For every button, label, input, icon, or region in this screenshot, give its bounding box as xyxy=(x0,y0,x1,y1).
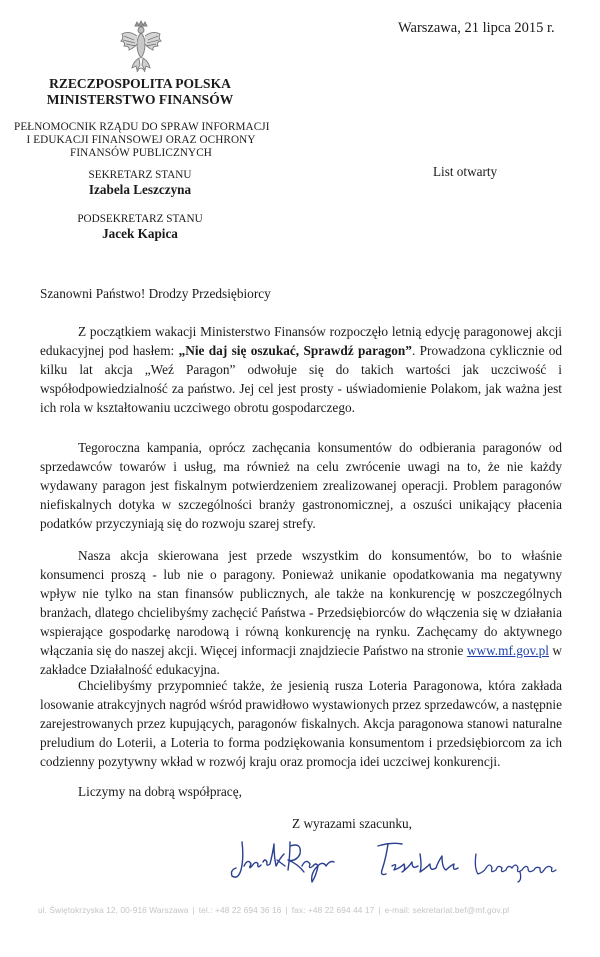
footer-separator: | xyxy=(192,905,195,915)
letter-type-label: List otwarty xyxy=(433,164,498,179)
paragraph-3 xyxy=(40,546,562,679)
plenipotentiary-line: FINANSÓW PUBLICZNYCH xyxy=(70,147,212,159)
paragraph-4 xyxy=(40,676,562,771)
signature-izabela xyxy=(372,838,462,884)
secretary-name: Izabela Leszczyna xyxy=(88,182,192,197)
footer-contact xyxy=(38,905,566,915)
paragraph-2 xyxy=(40,438,562,533)
footer-separator: | xyxy=(285,905,288,915)
paragraph-text: Nasza akcja skierowana jest przede wszystkim do konsumentów, bo to właśnie konsumenci proszą - lub nie o paragony. Ponieważ unikanie opodatkowania ma negatywny wpływ nie tylko na stan finansów publicznych, ale także na konkurencję w poszczególnych branżach, dlatego chcielibyśmy zachęcić Państwa - Przedsiębiorców do włączenia się w działania wspierające gospodarkę narodową i równą konkurencję na rynku. Zachęcamy do aktywnego włączania się do naszej akcji. Więcej informacji znajdziecie Państwo na stronie xyxy=(40,548,562,658)
mf-website-link[interactable]: www.mf.gov.pl xyxy=(466,643,549,658)
undersecretary-name: Jacek Kapica xyxy=(102,226,178,241)
paragraph-1 xyxy=(40,322,562,417)
signature-leszczyna xyxy=(470,842,560,884)
signature-jacek-kapica xyxy=(230,836,336,884)
undersecretary-block xyxy=(40,212,240,242)
paragraph-text: Chcielibyśmy przypomnieć także, że jesienią rusza Loteria Paragonowa, która zakłada losowanie atrakcyjnych nagród wśród prawidłowo wystawionych przez sprzedawców, a następnie zarejestrowanych przez kupujących, paragonów fiskalnych. Akcja paragonowa stanowi naturalne preludium do Loterii, a Loteria to forma podziękowania konsumentom i przedsiębiorcom za ich codzienny pozytywny wkład w rozwój kraju oraz promocja idei uczciwej konkurencji. xyxy=(40,678,562,769)
closing-line: Liczymy na dobrą współpracę, xyxy=(78,784,242,799)
country-name: RZECZPOSPOLITA POLSKA xyxy=(49,76,231,91)
footer-address: ul. Świętokrzyska 12, 00-916 Warszawa xyxy=(38,905,189,915)
letter-date: Warszawa, 21 lipca 2015 r. xyxy=(398,20,555,36)
plenipotentiary-line: I EDUKACJI FINANSOWEJ ORAZ OCHRONY xyxy=(26,134,256,146)
paragraph-text: . Prowadzona cyklicznie od kilku lat akcja „Weź Paragon” odwołuje się do takich wartości jak uczciwość i współodpowiedzialność za państwo. Jej cel jest prosty - uświadomienie Polakom, jak ważna jest ich rola w kształtowaniu uczciwego obrotu gospodarczego. xyxy=(40,343,562,415)
regards-line: Z wyrazami szacunku, xyxy=(292,816,412,831)
campaign-slogan: „Nie daj się oszukać, Sprawdź paragon” xyxy=(178,343,412,358)
paragraph-text: w zakładce Działalność edukacyjna. xyxy=(40,643,562,677)
plenipotentiary-title xyxy=(14,121,268,160)
paragraph-text: Tegoroczna kampania, oprócz zachęcania konsumentów do odbierania paragonów od sprzedawców towarów i usług, ma również na celu zwrócenie uwagi na to, że nie każdy wydawany paragon jest fiskalnym potwierdzeniem zrealizowanej operacji. Problem paragonów niefiskalnych dotyka w szczególności branży gastronomicznej, a oszuści unikający płacenia podatków przyczyniają się do rozwoju szarej strefy. xyxy=(40,440,562,531)
secretary-block xyxy=(40,168,240,198)
footer-email: e-mail: sekretariat.bef@mf.gov.pl xyxy=(384,905,510,915)
ministry-heading xyxy=(40,76,240,108)
footer-fax: fax: +48 22 694 44 17 xyxy=(291,905,375,915)
paragraph-text: Z początkiem wakacji Ministerstwo Finansów rozpoczęło letnią edycję paragonowej akcji edukacyjnej pod hasłem: xyxy=(40,324,562,358)
plenipotentiary-line: PEŁNOMOCNIK RZĄDU DO SPRAW INFORMACJI xyxy=(14,121,270,133)
undersecretary-title: PODSEKRETARZ STANU xyxy=(77,213,203,225)
secretary-title: SEKRETARZ STANU xyxy=(88,169,192,181)
footer-phone: tel.: +48 22 694 36 16 xyxy=(198,905,282,915)
ministry-name: MINISTERSTWO FINANSÓW xyxy=(46,92,234,107)
salutation: Szanowni Państwo! Drodzy Przedsiębiorcy xyxy=(40,286,271,301)
white-eagle-emblem-icon xyxy=(118,20,164,74)
footer-separator: | xyxy=(378,905,381,915)
